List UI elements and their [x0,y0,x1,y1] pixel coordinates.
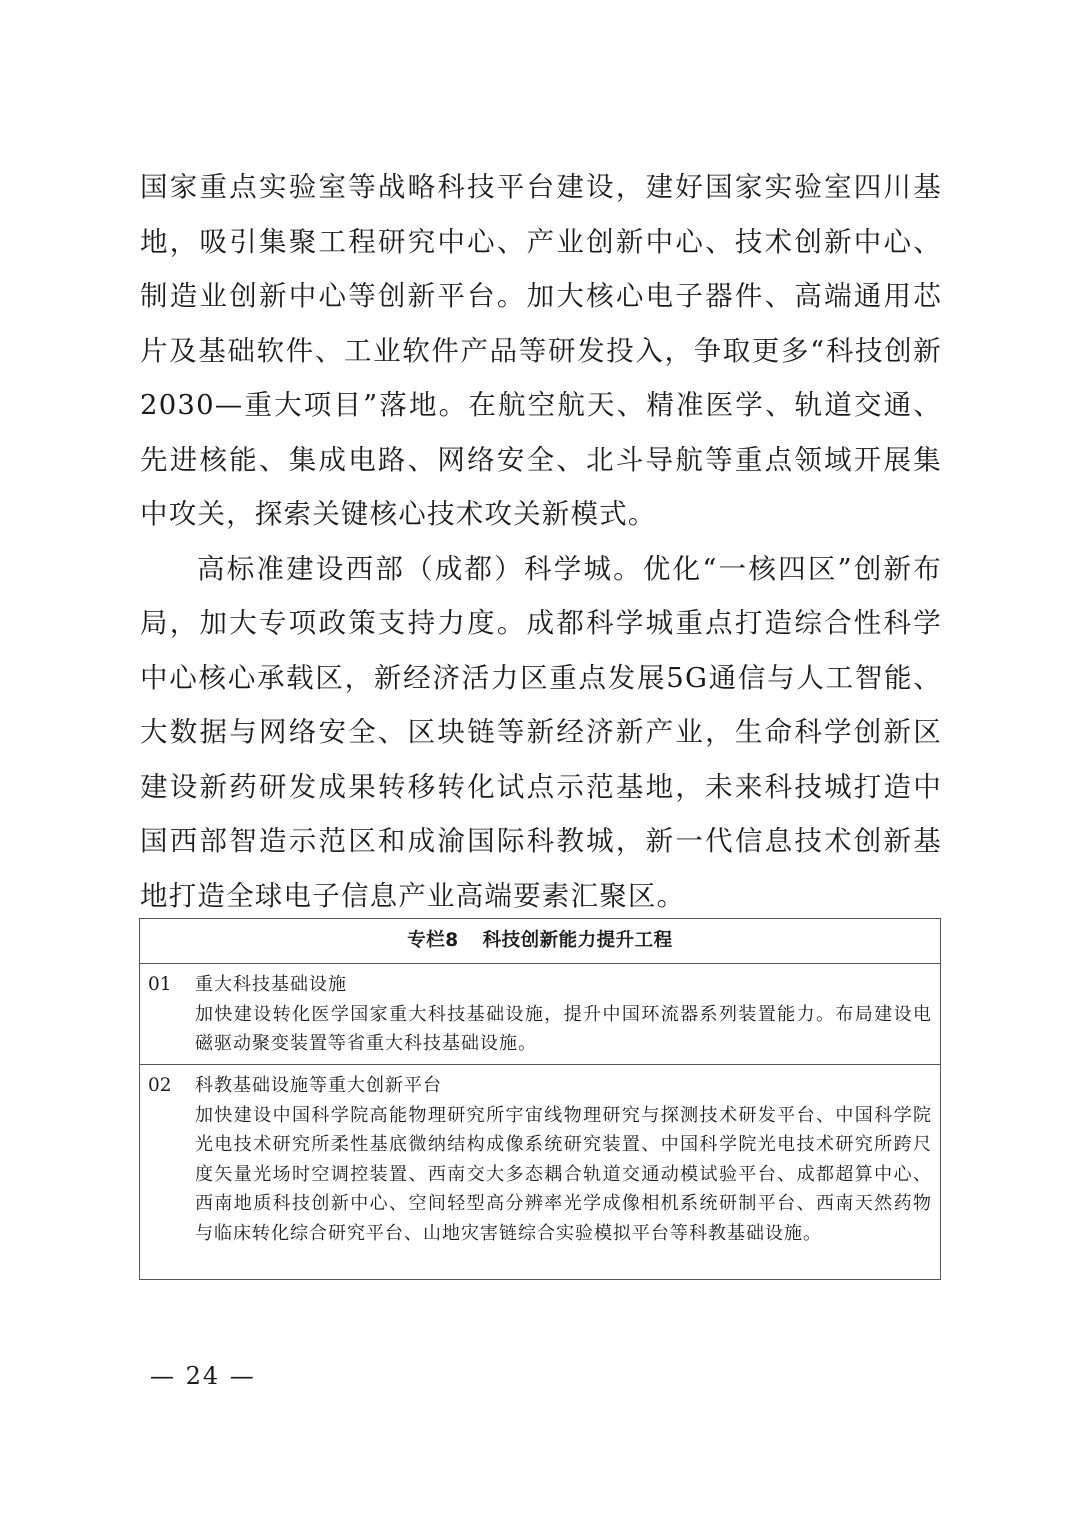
item-title: 重大科技基础设施 [195,974,347,995]
column-title [140,919,940,964]
column-item [140,964,940,1065]
column-label: 专栏8 [407,930,459,951]
paragraph-2: 高标准建设西部（成都）科学城。优化“一核四区”创新布局，加大专项政策支持力度。成都科学城重点打造综合性科学中心核心承载区，新经济活力区重点发展5G通信与人工智能、大数据与网络安全、区块链等新经济新产业，生命科学创新区建设新药研发成果转移转化试点示范基地，未来科技城打造中国西部智造示范区和成渝国际科教城，新一代信息技术创新基地打造全球电子信息产业高端要素汇聚区。 [140,552,942,912]
column-box [139,918,941,1280]
item-description: 加快建设转化医学国家重大科技基础设施，提升中国环流器系列装置能力。布局建设电磁驱动聚变装置等省重大科技基础设施。 [195,1003,932,1054]
paragraph-1: 国家重点实验室等战略科技平台建设，建好国家实验室四川基地，吸引集聚工程研究中心、产业创新中心、技术创新中心、制造业创新中心等创新平台。加大核心电子器件、高端通用芯片及基础软件、工业软件产品等研发投入，争取更多“科技创新2030—重大项目”落地。在航空航天、精准医学、轨道交通、先进核能、集成电路、网络安全、北斗导航等重点领域开展集中攻关，探索关键核心技术攻关新模式。 [140,171,942,530]
column-heading: 科技创新能力提升工程 [482,930,673,951]
body-text [140,160,942,923]
item-number: 01 [148,974,172,995]
item-title: 科教基础设施等重大创新平台 [195,1075,442,1096]
item-description: 加快建设中国科学院高能物理研究所宇宙线物理研究与探测技术研发平台、中国科学院光电技术研究所柔性基底微纳结构成像系统研究装置、中国科学院光电技术研究所跨尺度矢量光场时空调控装置、西南交大多态耦合轨道交通动模试验平台、成都超算中心、西南地质科技创新中心、空间轻型高分辨率光学成像相机系统研制平台、西南天然药物与临床转化综合研究平台、山地灾害链综合实验模拟平台等科教基础设施。 [195,1104,932,1244]
page-number: — 24 — [150,1362,256,1390]
column-item [140,1065,940,1248]
item-number: 02 [148,1075,172,1096]
